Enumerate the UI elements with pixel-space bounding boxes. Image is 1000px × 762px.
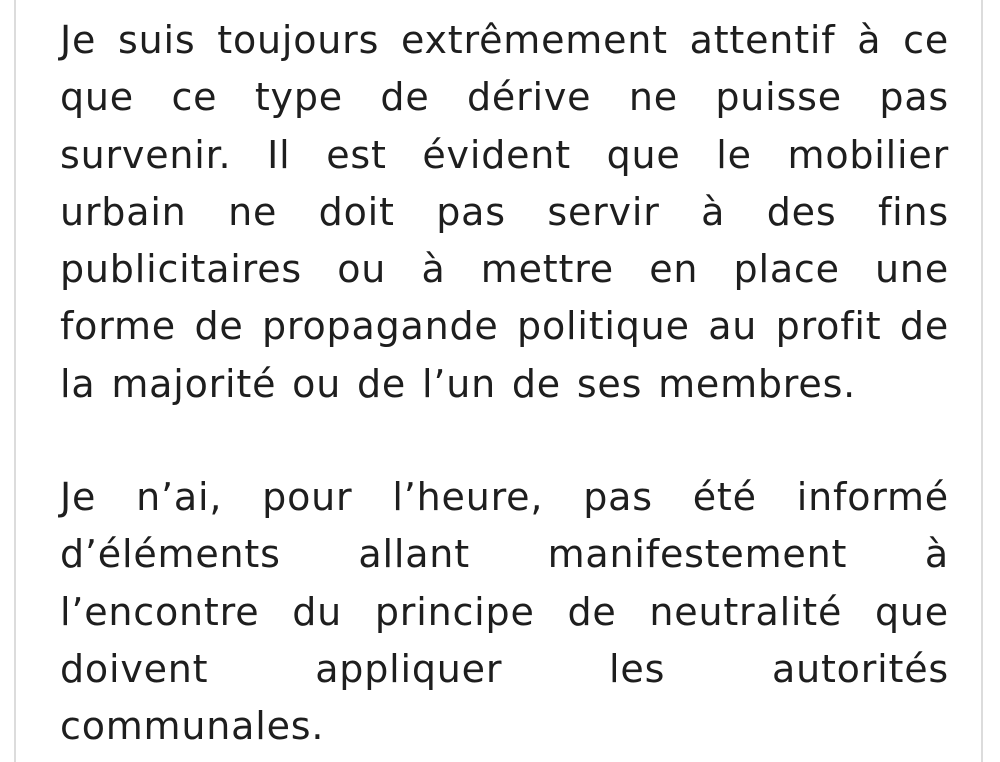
paragraph-1: Je suis toujours extrêmement attentif à ce que ce type de dérive ne puisse pas survenir. Il est évident que le mobilier urbain ne doit pas servir à des fins publicitaires ou à mettre en place une forme de propagande politique au profit de la majorité ou de l’un de ses membres.: [60, 18, 949, 406]
paragraph-2: Je n’ai, pour l’heure, pas été informé d’éléments allant manifestement à l’encontre du principe de neutralité que doivent appliquer les autorités communales.: [60, 475, 949, 749]
